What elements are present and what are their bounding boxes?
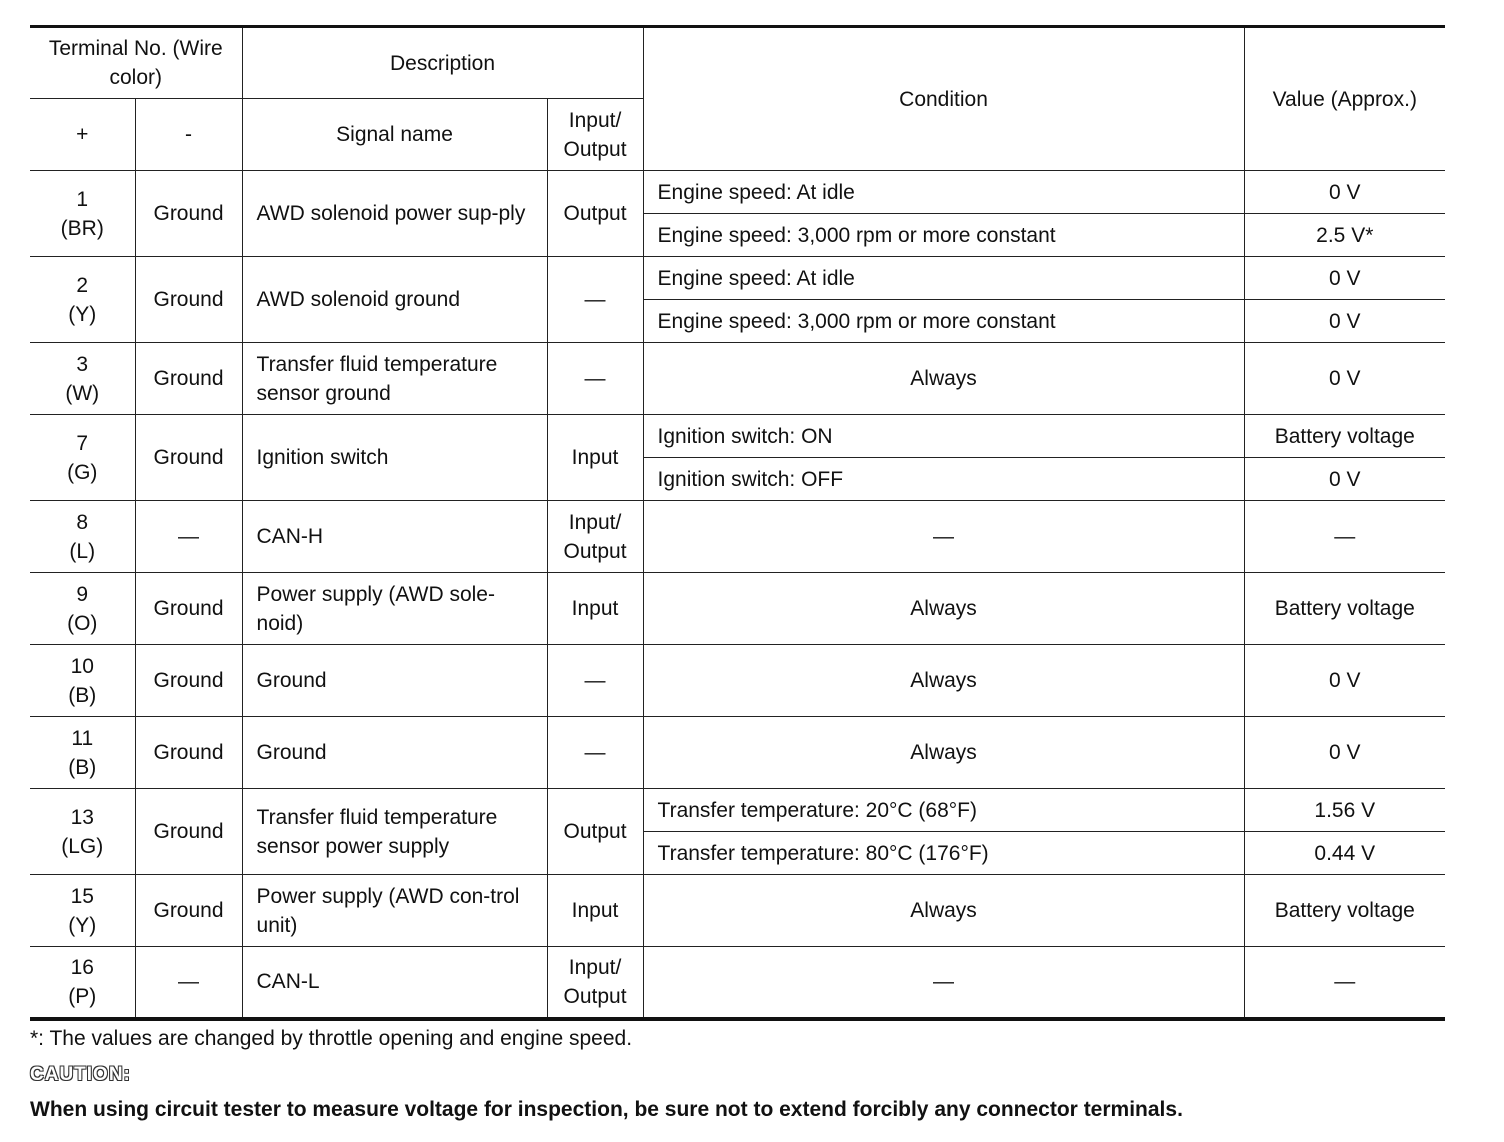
minus-terminal: Ground: [135, 415, 242, 501]
terminal-cell: [30, 573, 135, 645]
header-minus: -: [135, 99, 242, 171]
footnote: *: The values are changed by throttle opening and engine speed.: [30, 1027, 633, 1050]
terminal-cell: [30, 717, 135, 789]
terminal-number: 9: [76, 582, 89, 606]
table-row: [30, 717, 1445, 789]
header-signal-name: Signal name: [242, 99, 547, 171]
terminal-cell: [30, 501, 135, 573]
signal-name: Ground: [242, 717, 547, 789]
wire-color: (W): [65, 381, 100, 405]
caution-text: When using circuit tester to measure voltage for inspection, be sure not to extend forcibly any connector terminals.: [30, 1098, 1183, 1121]
value: —: [1244, 501, 1445, 573]
condition: Engine speed: 3,000 rpm or more constant: [643, 214, 1244, 257]
terminal-table: [30, 25, 1445, 1021]
terminal-number: 3: [76, 352, 89, 376]
signal-name: Power supply (AWD sole-noid): [242, 573, 547, 645]
value: Battery voltage: [1244, 875, 1445, 947]
terminal-cell: [30, 947, 135, 1019]
signal-name: AWD solenoid power sup-ply: [242, 171, 547, 257]
table-row: [30, 257, 1445, 300]
terminal-cell: [30, 875, 135, 947]
wire-color: (BR): [60, 216, 104, 240]
terminal-cell: [30, 645, 135, 717]
wire-color: (L): [69, 539, 96, 563]
minus-terminal: Ground: [135, 573, 242, 645]
value: 1.56 V: [1244, 789, 1445, 832]
table-row: [30, 573, 1445, 645]
value: 0 V: [1244, 300, 1445, 343]
input-output: —: [547, 645, 643, 717]
minus-terminal: Ground: [135, 875, 242, 947]
table-row: [30, 415, 1445, 458]
input-output: Input: [547, 875, 643, 947]
minus-terminal: Ground: [135, 717, 242, 789]
terminal-number: 2: [76, 273, 89, 297]
input-output: Input: [547, 573, 643, 645]
terminal-number: 7: [76, 431, 89, 455]
header-terminal-no: Terminal No. (Wire color): [30, 27, 242, 99]
terminal-cell: [30, 171, 135, 257]
caution-label: CAUTION:: [30, 1064, 131, 1085]
terminal-cell: [30, 415, 135, 501]
condition: Transfer temperature: 80°C (176°F): [643, 832, 1244, 875]
header-plus: +: [30, 99, 135, 171]
minus-terminal: Ground: [135, 789, 242, 875]
header-input-output: Input/ Output: [547, 99, 643, 171]
wire-color: (O): [67, 611, 98, 635]
condition: Engine speed: 3,000 rpm or more constant: [643, 300, 1244, 343]
table-row: [30, 501, 1445, 573]
condition: Always: [643, 343, 1244, 415]
table-row: [30, 789, 1445, 832]
wire-color: (Y): [68, 913, 97, 937]
condition: Engine speed: At idle: [643, 257, 1244, 300]
signal-name: CAN-L: [242, 947, 547, 1019]
value: —: [1244, 947, 1445, 1019]
table-row: [30, 875, 1445, 947]
input-output: Output: [547, 789, 643, 875]
value: 0 V: [1244, 645, 1445, 717]
minus-terminal: Ground: [135, 645, 242, 717]
signal-name: CAN-H: [242, 501, 547, 573]
minus-terminal: —: [135, 501, 242, 573]
table-row: [30, 947, 1445, 1019]
condition: Always: [643, 645, 1244, 717]
condition: Always: [643, 573, 1244, 645]
condition: —: [643, 947, 1244, 1019]
value: 0 V: [1244, 257, 1445, 300]
signal-name: AWD solenoid ground: [242, 257, 547, 343]
condition: Engine speed: At idle: [643, 171, 1244, 214]
condition: Always: [643, 875, 1244, 947]
table-row: [30, 343, 1445, 415]
input-output: —: [547, 343, 643, 415]
condition: Transfer temperature: 20°C (68°F): [643, 789, 1244, 832]
wire-color: (B): [68, 755, 97, 779]
input-output: Input/ Output: [547, 501, 643, 573]
wire-color: (B): [68, 683, 97, 707]
condition: —: [643, 501, 1244, 573]
value: 0 V: [1244, 171, 1445, 214]
value: 0.44 V: [1244, 832, 1445, 875]
terminal-cell: [30, 789, 135, 875]
header-condition: Condition: [643, 27, 1244, 171]
signal-name: Ground: [242, 645, 547, 717]
wire-color: (LG): [61, 834, 104, 858]
wire-color: (Y): [68, 302, 97, 326]
input-output: Input: [547, 415, 643, 501]
table-row: [30, 171, 1445, 214]
value: 0 V: [1244, 458, 1445, 501]
input-output: —: [547, 717, 643, 789]
input-output: Output: [547, 171, 643, 257]
terminal-number: 10: [70, 654, 94, 678]
condition: Ignition switch: ON: [643, 415, 1244, 458]
signal-name: Transfer fluid temperature sensor ground: [242, 343, 547, 415]
minus-terminal: Ground: [135, 257, 242, 343]
table-row: [30, 645, 1445, 717]
input-output: Input/ Output: [547, 947, 643, 1019]
minus-terminal: Ground: [135, 171, 242, 257]
value: 0 V: [1244, 717, 1445, 789]
terminal-number: 15: [70, 884, 94, 908]
header-value: Value (Approx.): [1244, 27, 1445, 171]
condition: Always: [643, 717, 1244, 789]
header-description: Description: [242, 27, 643, 99]
wire-color: (G): [67, 460, 98, 484]
signal-name: Transfer fluid temperature sensor power supply: [242, 789, 547, 875]
minus-terminal: —: [135, 947, 242, 1019]
terminal-cell: [30, 257, 135, 343]
terminal-number: 16: [70, 955, 94, 979]
minus-terminal: Ground: [135, 343, 242, 415]
terminal-number: 11: [71, 726, 94, 750]
value: 0 V: [1244, 343, 1445, 415]
terminal-number: 13: [70, 805, 94, 829]
value: Battery voltage: [1244, 573, 1445, 645]
terminal-number: 1: [76, 187, 89, 211]
input-output: —: [547, 257, 643, 343]
table-body: [30, 171, 1445, 1019]
terminal-number: 8: [76, 510, 89, 534]
signal-name: Power supply (AWD con-trol unit): [242, 875, 547, 947]
terminal-cell: [30, 343, 135, 415]
wire-color: (P): [68, 984, 97, 1008]
condition: Ignition switch: OFF: [643, 458, 1244, 501]
value: Battery voltage: [1244, 415, 1445, 458]
value: 2.5 V*: [1244, 214, 1445, 257]
signal-name: Ignition switch: [242, 415, 547, 501]
